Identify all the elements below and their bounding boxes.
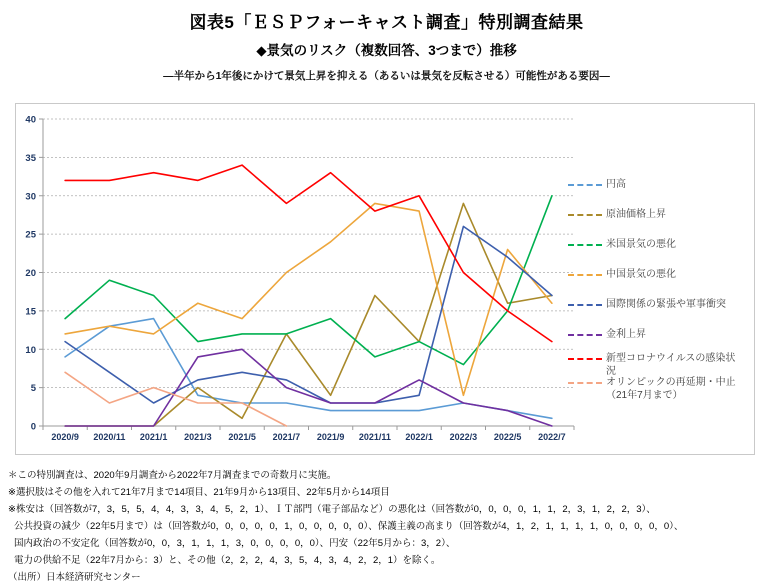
- svg-text:35: 35: [25, 152, 36, 164]
- source-line: （出所）日本経済研究センター: [8, 572, 141, 583]
- legend-label: 中国景気の悪化: [606, 269, 676, 280]
- chart-frame: [15, 103, 755, 455]
- svg-text:2021/5: 2021/5: [228, 432, 256, 442]
- svg-text:40: 40: [25, 114, 36, 126]
- svg-text:2020/11: 2020/11: [93, 432, 126, 442]
- svg-text:25: 25: [25, 229, 36, 241]
- svg-text:2021/3: 2021/3: [184, 432, 212, 442]
- legend-label: 原油価格上昇: [606, 209, 666, 220]
- chart-caption: ―半年から1年後にかけて景気上昇を抑える（あるいは景気を反転させる）可能性がある要因―: [163, 70, 610, 82]
- svg-text:30: 30: [25, 191, 36, 203]
- title-block: [0, 8, 773, 83]
- footnote-line: ※選択肢はその他を入れて21年7月まで14項目、21年9月から13項目、22年5月から14項目: [8, 487, 390, 498]
- svg-text:2022/3: 2022/3: [449, 432, 478, 442]
- svg-text:2021/7: 2021/7: [272, 432, 301, 442]
- chart-title: 図表5「ＥＳＰフォーキャスト調査」特別調査結果: [189, 13, 584, 32]
- footnote-line: ＊この特別調査は、2020年9月調査から2022年7月調査までの奇数月に実施。: [8, 470, 337, 481]
- legend-label: オリンピックの再延期・中止（21年7月まで）: [606, 377, 736, 401]
- svg-text:10: 10: [25, 344, 36, 356]
- footnote-line: ※株安は（回答数が7，3，5，5，4，4，3，3，4，5，2，1）、ＩＴ部門（電子部品など）の悪化は（回答数が0，0，0，0，1，1，2，3，1，2，2，3）、: [8, 504, 656, 515]
- svg-text:2021/11: 2021/11: [358, 432, 391, 442]
- svg-text:2020/9: 2020/9: [51, 432, 79, 442]
- legend-label: 円高: [606, 179, 626, 190]
- svg-text:2022/7: 2022/7: [538, 432, 566, 442]
- svg-text:2021/9: 2021/9: [316, 432, 345, 442]
- legend-label: 新型コロナウイルスの感染状況: [606, 353, 736, 377]
- svg-text:2022/5: 2022/5: [493, 432, 522, 442]
- footnotes: [8, 467, 768, 586]
- line-chart: [16, 104, 754, 454]
- footnote-line: 公共投資の減少（22年5月まで）は（回答数が0，0，0，0，0，1，0，0，0，0，0）、保護主義の高まり（回答数が4，1，2，1，1，1，1，0，0，0，0，0）、: [14, 521, 684, 532]
- svg-text:20: 20: [25, 268, 36, 279]
- svg-text:2021/1: 2021/1: [139, 432, 168, 442]
- legend-label: 金利上昇: [606, 329, 646, 340]
- legend-label: 国際関係の緊張や軍事衝突: [606, 299, 726, 310]
- legend-label: 米国景気の悪化: [606, 239, 676, 250]
- chart-subtitle: ◆景気のリスク（複数回答、3つまで）推移: [256, 43, 517, 58]
- svg-text:5: 5: [30, 383, 36, 395]
- svg-text:0: 0: [30, 421, 36, 433]
- svg-text:15: 15: [25, 306, 36, 318]
- footnote-line: 電力の供給不足（22年7月から：3）と、その他（2，2，2，4，3，5，4，3，4，2，2，1）を除く。: [14, 555, 441, 566]
- svg-text:2022/1: 2022/1: [405, 432, 433, 442]
- footnote-line: 国内政治の不安定化（回答数が0，0，3，1，1，1，3，0，0，0，0，0）、円安（22年5月から：3，2）、: [14, 538, 456, 549]
